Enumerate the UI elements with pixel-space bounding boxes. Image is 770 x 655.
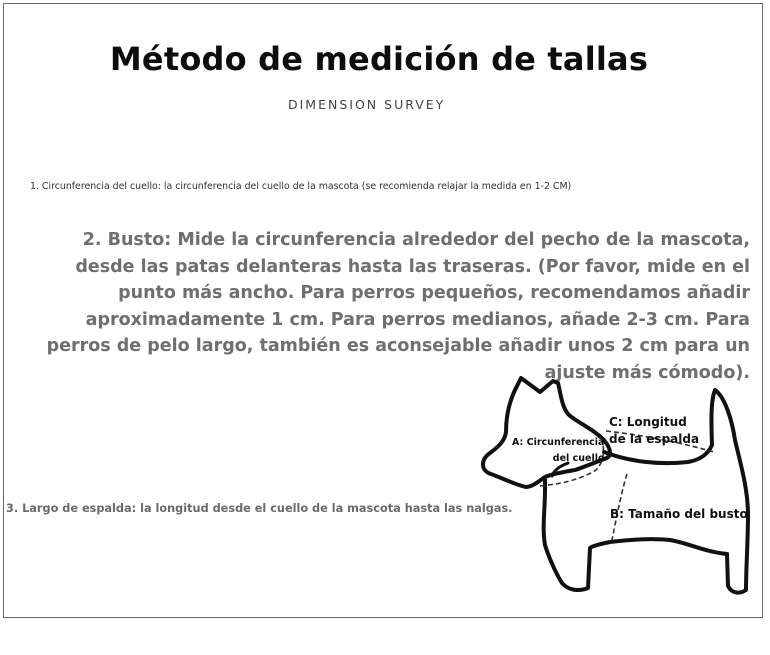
label-neck-line1: A: Circunferencia xyxy=(512,437,605,448)
label-back-line1: C: Longitud xyxy=(609,415,687,429)
instruction-neck: 1. Circunferencia del cuello: la circunferencia del cuello de la mascota (se recomienda relajar la medida en 1-2 CM) xyxy=(30,181,572,192)
page-title: Método de medición de tallas xyxy=(109,40,649,78)
label-back-line2: de la espalda xyxy=(609,432,700,446)
instruction-back: 3. Largo de espalda: la longitud desde el cuello de la mascota hasta las nalgas. xyxy=(6,502,513,515)
label-back-length xyxy=(609,414,699,448)
dog-head-outline xyxy=(483,378,610,487)
label-chest-size: B: Tamaño del busto xyxy=(610,507,748,521)
instruction-chest: 2. Busto: Mide la circunferencia alrededor del pecho de la mascota, desde las patas delanteras hasta las traseras. (Por favor, mide en el punto más ancho. Para perros pequeños, recomendamos añadir aproximadamente 1 cm. Para perros medianos, añade 2-3 cm. Para perros de pelo largo, también es aconsejable añadir unos 2 cm para un ajuste más cómodo). xyxy=(46,230,750,383)
dog-measurement-illustration xyxy=(470,370,760,605)
label-neck-circumference xyxy=(512,435,604,467)
dog-belly-outline xyxy=(544,480,727,590)
page-subtitle: DIMENSION SURVEY xyxy=(288,97,446,112)
label-neck-line2: del cuello xyxy=(552,453,605,464)
